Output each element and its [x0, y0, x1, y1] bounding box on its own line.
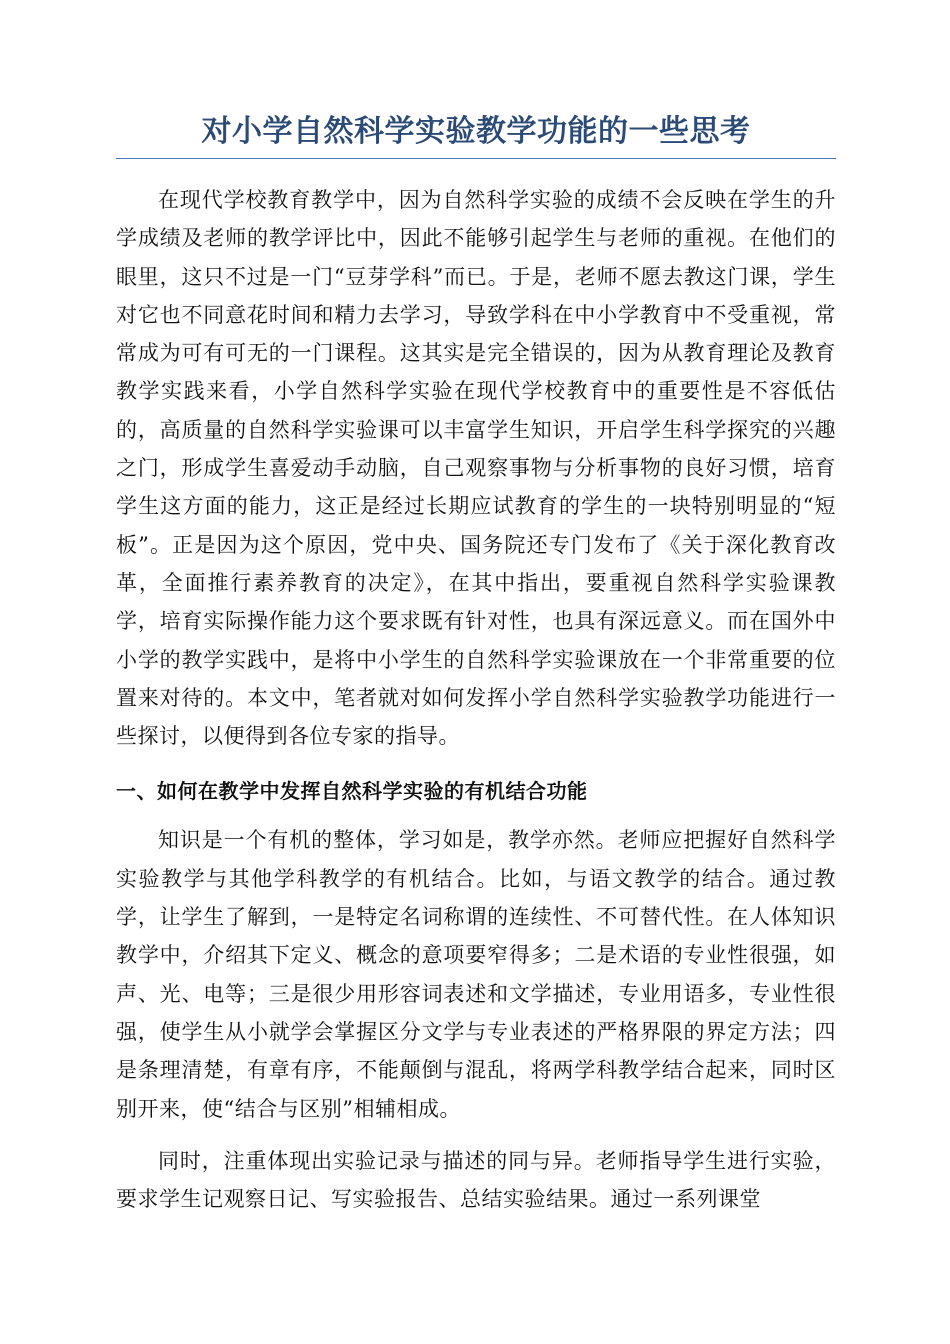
section-heading: 一、如何在教学中发挥自然科学实验的有机结合功能: [116, 779, 588, 804]
document-page: [116, 108, 836, 1218]
section-paragraph: 知识是一个有机的整体，学习如是，教学亦然。老师应把握好自然科学实验教学与其他学科教学的有机结合。比如，与语文教学的结合。通过教学，让学生了解到，一是特定名词称谓的连续性、不可替代性。在人体知识教学中，介绍其下定义、概念的意项要窄得多；二是术语的专业性很强，如声、光、电等；三是很少用形容词表述和文学描述，专业用语多，专业性很强，使学生从小就学会掌握区分文学与专业表述的严格界限的界定方法；四是条理清楚，有章有序，不能颠倒与混乱，将两学科教学结合起来，同时区别开来，使“结合与区别”相辅相成。: [116, 828, 836, 1121]
intro-paragraph: 在现代学校教育教学中，因为自然科学实验的成绩不会反映在学生的升学成绩及老师的教学评比中，因此不能够引起学生与老师的重视。在他们的眼里，这只不过是一门“豆芽学科”而已。于是，老师不愿去教这门课，学生对它也不同意花时间和精力去学习，导致学科在中小学教育中不受重视，常常成为可有可无的一门课程。这其实是完全错误的，因为从教育理论及教育教学实践来看，小学自然科学实验在现代学校教育中的重要性是不容低估的，高质量的自然科学实验课可以丰富学生知识，开启学生科学探究的兴趣之门，形成学生喜爱动手动脑，自己观察事物与分析事物的良好习惯，培育学生这方面的能力，这正是经过长期应试教育的学生的一块特别明显的“短板”。正是因为这个原因，党中央、国务院还专门发布了《关于深化教育改革，全面推行素养教育的决定》，在其中指出，要重视自然科学实验课教学，培育实际操作能力这个要求既有针对性，也具有深远意义。而在国外中小学的教学实践中，是将中小学生的自然科学实验课放在一个非常重要的位置来对待的。本文中，笔者就对如何发挥小学自然科学实验教学功能进行一些探讨，以便得到各位专家的指导。: [116, 188, 836, 749]
document-title: 对小学自然科学实验教学功能的一些思考: [116, 108, 836, 159]
section-paragraph: 同时，注重体现出实验记录与描述的同与异。老师指导学生进行实验，要求学生记观察日记、写实验报告、总结实验结果。通过一系列课堂: [116, 1148, 836, 1212]
